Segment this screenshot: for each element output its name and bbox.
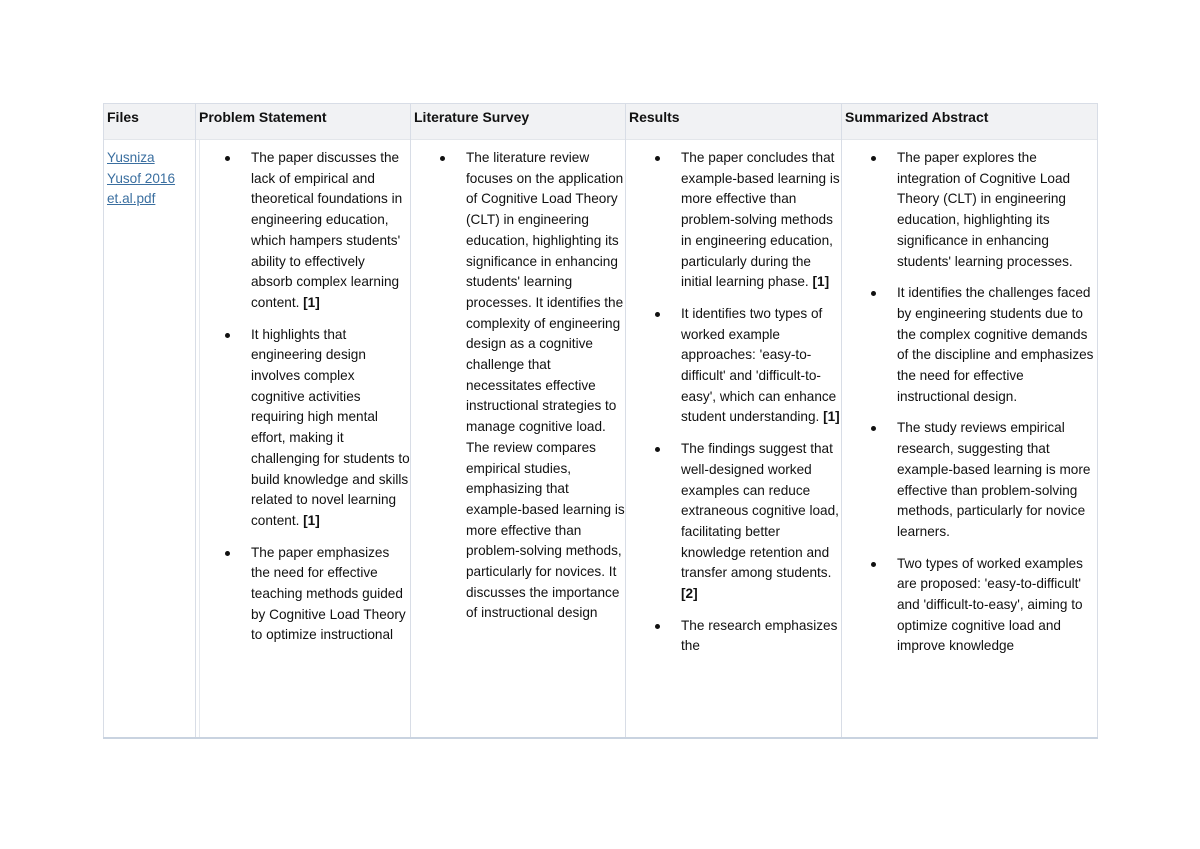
bullet-icon (655, 312, 660, 317)
item-text: The findings suggest that well-designed worked examples can reduce extraneous cognitive load, facilitating better knowledge retention and transfer among students. (681, 441, 839, 581)
item-text: Two types of worked examples are proposed: 'easy-to-difficult' and 'difficult-to-easy', aiming to optimize cognitive load and improve knowledge (897, 555, 1083, 654)
item-text: The paper concludes that example-based learning is more effective than problem-solving methods in engineering education, particularly during the initial learning phase. (681, 150, 840, 290)
bullet-icon (871, 562, 876, 567)
bullet-icon (871, 156, 876, 161)
list-item (196, 325, 410, 532)
citation: [1] (303, 512, 320, 528)
citation: [1] (823, 409, 840, 425)
list-item (842, 283, 1097, 407)
bullet-icon (655, 624, 660, 629)
bullet-icon (225, 551, 230, 556)
list-item (196, 543, 410, 647)
header-results: Results (626, 104, 841, 140)
item-text: It identifies two types of worked example approaches: 'easy-to-difficult' and 'difficult-to-easy', which can enhance student understanding. (681, 305, 837, 425)
column-files (103, 104, 195, 737)
list-item (411, 148, 625, 624)
list-item (626, 616, 841, 657)
file-link[interactable]: Yusniza Yusof 2016 et.al.pdf (107, 150, 176, 207)
bullet-icon (225, 333, 230, 338)
column-problem-statement (195, 104, 410, 737)
results-list (626, 148, 841, 657)
list-item (842, 554, 1097, 658)
bullet-icon (655, 447, 660, 452)
item-text: It identifies the challenges faced by engineering students due to the complex cognitive demands of the discipline and emphasizes the need for effective instructional design. (897, 285, 1094, 404)
header-files: Files (104, 104, 195, 140)
bullet-icon (225, 156, 230, 161)
header-summarized-abstract: Summarized Abstract (842, 104, 1097, 140)
problem-statement-list (196, 148, 410, 646)
list-item (626, 148, 841, 293)
header-problem-statement: Problem Statement (196, 104, 410, 140)
column-literature-survey (410, 104, 625, 737)
item-text: The paper emphasizes the need for effective teaching methods guided by Cognitive Load Theory to optimize instructional (251, 544, 406, 643)
bullet-icon (871, 426, 876, 431)
item-text: The paper discusses the lack of empirical and theoretical foundations in engineering education, which hampers students' ability to effectively absorb complex learning content. (251, 150, 403, 310)
citation: [1] (303, 294, 320, 310)
bullet-icon (655, 156, 660, 161)
item-text: The research emphasizes the (681, 617, 838, 654)
list-item (626, 439, 841, 605)
list-item (626, 304, 841, 428)
item-text: The study reviews empirical research, suggesting that example-based learning is more effective than problem-solving methods, particularly for novice learners. (897, 420, 1091, 539)
list-item (842, 418, 1097, 542)
column-results (625, 104, 841, 737)
citation: [2] (681, 586, 698, 602)
bullet-icon (871, 291, 876, 296)
item-text: The paper explores the integration of Cognitive Load Theory (CLT) in engineering education, highlighting its significance in enhancing students' learning processes. (897, 150, 1073, 269)
bullet-icon (440, 156, 445, 161)
column-summarized-abstract (841, 104, 1098, 737)
literature-survey-list (411, 148, 625, 624)
abstract-list (842, 148, 1097, 657)
item-text: The literature review focuses on the application of Cognitive Load Theory (CLT) in engineering education, highlighting its significance in enhancing students' learning processes. It identifies the complexity of engineering design as a cognitive challenge that necessitates effective instructional strategies to manage cognitive load. The review compares empirical studies, emphasizing that example-based learning is more effective than problem-solving methods, particularly for novices. It discusses the importance of instructional design (466, 150, 625, 621)
list-item (196, 148, 410, 314)
citation: [1] (812, 274, 830, 290)
list-item (842, 148, 1097, 272)
item-text: It highlights that engineering design involves complex cognitive activities requiring high mental effort, making it challenging for students to build knowledge and skills related to novel learning content. (251, 326, 410, 528)
summary-table (103, 103, 1098, 739)
header-literature-survey: Literature Survey (411, 104, 625, 140)
